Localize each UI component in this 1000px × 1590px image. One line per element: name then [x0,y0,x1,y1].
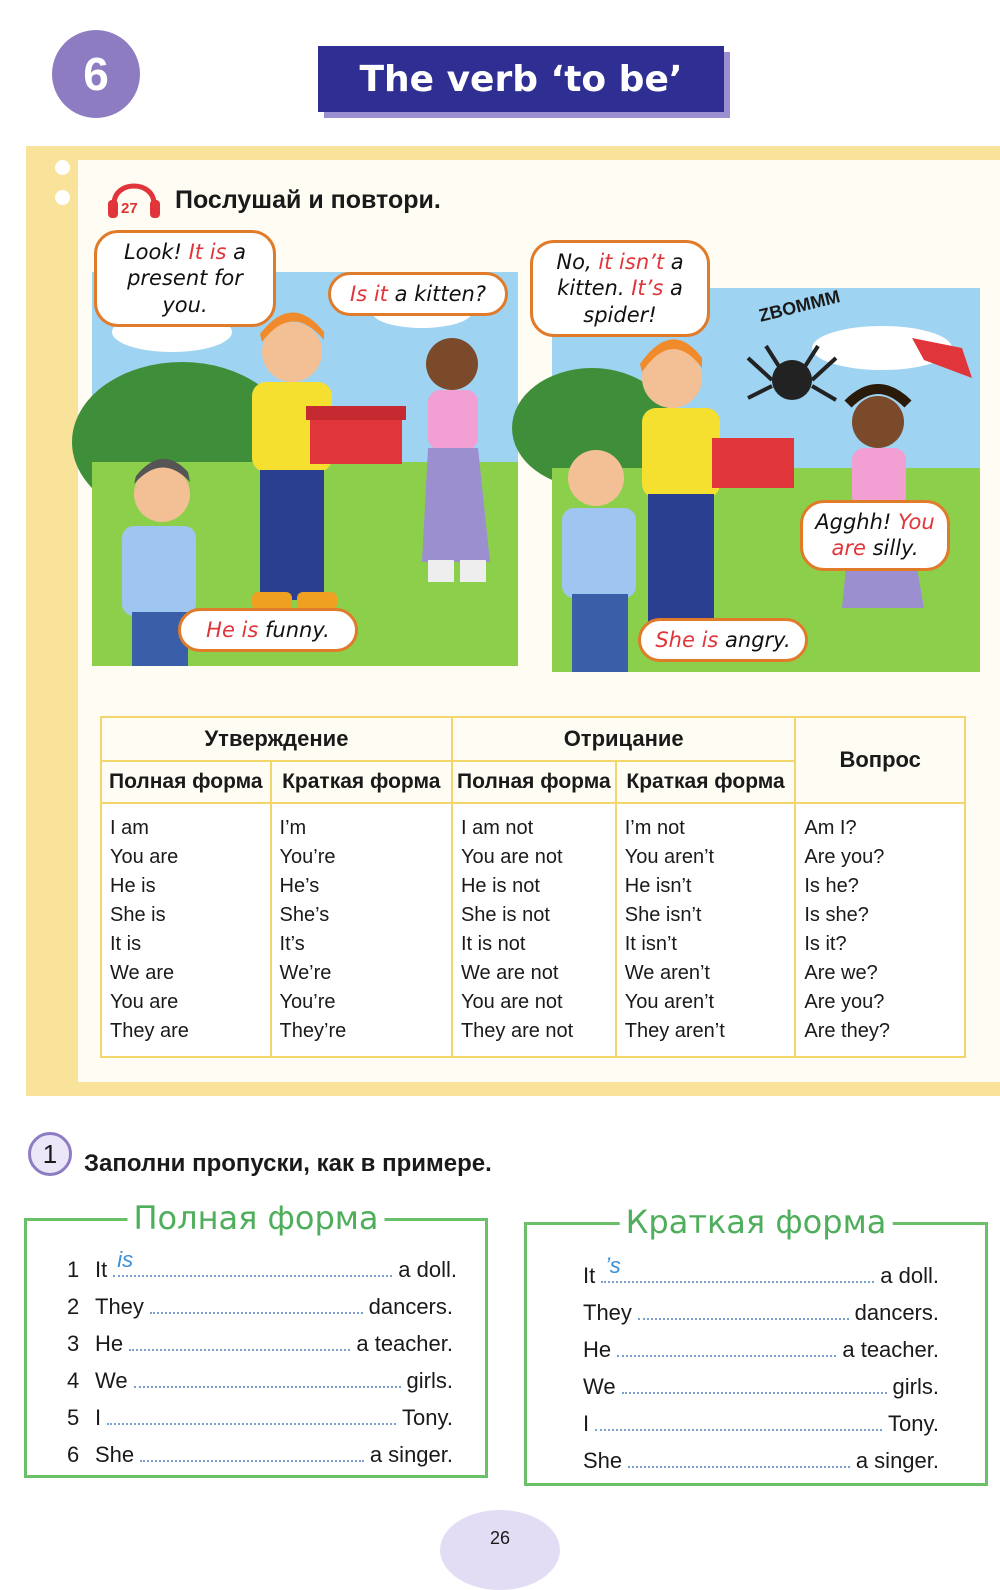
table-cell: We’re [279,962,332,984]
blank-input[interactable] [140,1444,364,1462]
table-cell: Are you? [804,991,885,1013]
exercise-number: 1 [42,1138,58,1169]
table-cell: He is [110,875,156,897]
table-cell: Am I? [804,817,857,839]
item-ending: dancers. [854,1300,939,1325]
subheader-aff-short: Краткая форма [271,761,452,803]
subheader-aff-full: Полная форма [101,761,271,803]
speech-bubble-silly: Agghh! You are silly. [800,500,950,571]
subheader-neg-full: Полная форма [452,761,616,803]
table-cell: You’re [279,846,336,868]
exercise-row [67,1247,457,1283]
item-ending: dancers. [368,1294,453,1319]
item-subject: We [95,1368,128,1393]
exercise-row [67,1331,453,1357]
listening-instruction: Послушай и повтори. [175,186,441,214]
blank-input[interactable] [617,1339,836,1357]
unit-number: 6 [83,48,109,100]
blank-input[interactable] [628,1450,850,1468]
exercise-instruction: Заполни пропуски, как в примере. [84,1150,492,1177]
example-answer: is [117,1247,134,1272]
speech-bubble-angry: She is angry. [638,618,808,662]
table-cell: Are they? [804,1020,890,1042]
table-cell: She isn’t [624,904,702,926]
table-cell: They aren’t [624,1020,725,1042]
table-cell: Are you? [804,846,885,868]
blank-input[interactable] [595,1413,882,1431]
page-title-bar [318,46,724,112]
table-cell: They are [110,1020,189,1042]
exercise-row [583,1448,939,1474]
exercise-row [67,1442,453,1468]
table-cell: Is she? [804,904,869,926]
binder-hole [55,160,70,175]
blank-input[interactable] [129,1333,350,1351]
item-subject: He [583,1337,612,1362]
item-ending: a teacher. [356,1331,453,1356]
item-subject: She [583,1448,623,1473]
binder-hole [55,190,70,205]
item-subject: They [95,1294,144,1319]
table-cell: Is he? [804,875,859,897]
table-cell: You aren’t [624,991,715,1013]
table-cell: You’re [279,991,336,1013]
column-neg-short [616,803,796,1057]
item-number: 6 [67,1442,80,1467]
item-number: 5 [67,1405,80,1430]
page-title: The verb ‘to be’ [359,58,683,100]
table-cell: She is not [460,904,550,926]
table-cell: I’m [279,817,307,839]
table-cell: You are not [460,846,563,868]
table-cell: They are not [460,1020,574,1042]
column-questions [795,803,965,1057]
item-number: 3 [67,1331,80,1356]
item-number: 4 [67,1368,80,1393]
item-subject: We [583,1374,616,1399]
table-cell: You are [110,991,179,1013]
item-number: 1 [67,1257,80,1282]
item-ending: Tony. [402,1405,453,1430]
item-subject: It [95,1257,108,1282]
subheader-neg-short: Краткая форма [616,761,796,803]
table-cell: It is not [460,933,526,955]
speech-bubble-spider: No, it isn’t a kitten. It’s a spider! [530,240,710,337]
table-cell: Are we? [804,962,878,984]
unit-number-badge [52,30,140,118]
blank-input[interactable] [601,1253,874,1283]
page-number-decoration [440,1510,560,1590]
column-aff-short [271,803,452,1057]
blank-input[interactable] [107,1407,396,1425]
exercise-row [583,1300,939,1326]
sound-effect-text: ZBOMMM [756,286,843,326]
exercise-row [67,1405,453,1431]
item-subject: It [583,1263,596,1288]
page-number: 26 [489,1528,511,1548]
blank-input[interactable] [113,1247,392,1277]
table-cell: You are not [460,991,563,1013]
table-cell: They’re [279,1020,347,1042]
table-cell: It’s [279,933,305,955]
table-cell: I am [110,817,149,839]
blank-input[interactable] [638,1302,849,1320]
item-ending: a doll. [880,1263,939,1288]
table-cell: We aren’t [624,962,710,984]
table-cell: We are [110,962,175,984]
table-cell: We are not [460,962,559,984]
blank-input[interactable] [622,1376,887,1394]
item-subject: I [95,1405,102,1430]
table-cell: Is it? [804,933,847,955]
short-form-title: Краткая форма [620,1203,893,1241]
item-subject: She [95,1442,135,1467]
example-answer: ’s [605,1253,621,1278]
short-form-box [524,1203,988,1486]
column-neg-full [452,803,616,1057]
column-aff-full [101,803,271,1057]
item-subject: I [583,1411,590,1436]
item-ending: girls. [892,1374,939,1399]
item-ending: a teacher. [842,1337,939,1362]
item-ending: a doll. [398,1257,457,1282]
table-cell: It isn’t [624,933,677,955]
exercise-row [583,1374,939,1400]
comic-illustration-right [552,288,980,672]
table-cell: I am not [460,817,534,839]
speech-bubble-kitten-question: Is it a kitten? [328,272,508,316]
exercise-row [583,1253,939,1289]
exercise-row [67,1294,453,1320]
full-form-box [24,1199,488,1478]
item-ending: a singer. [369,1442,453,1467]
item-ending: a singer. [855,1448,939,1473]
item-ending: Tony. [888,1411,939,1436]
comic-scene-left [92,240,518,666]
exercise-row [583,1337,939,1363]
blank-input[interactable] [150,1296,363,1314]
header-question: Вопрос [795,717,965,803]
table-cell: She’s [279,904,330,926]
speech-bubble-look: Look! It is a present for you. [94,230,276,327]
item-subject: They [583,1300,632,1325]
comic-scene-right [552,250,980,672]
table-cell: She is [110,904,166,926]
item-ending: girls. [406,1368,453,1393]
speech-bubble-funny: He is funny. [178,608,358,652]
table-cell: I’m not [624,817,685,839]
grammar-table [100,716,966,1058]
exercise-number-badge [28,1132,72,1176]
header-negative: Отрицание [452,717,795,761]
exercise-row [67,1368,453,1394]
table-cell: He isn’t [624,875,692,897]
header-affirmative: Утверждение [101,717,452,761]
item-subject: He [95,1331,124,1356]
audio-track-number: 27 [121,200,138,217]
table-cell: You are [110,846,179,868]
table-cell: It is [110,933,142,955]
exercise-row [583,1411,939,1437]
table-cell: You aren’t [624,846,715,868]
full-form-title: Полная форма [127,1199,384,1237]
item-number: 2 [67,1294,80,1319]
comic-illustration-left [92,272,518,666]
table-cell: He’s [279,875,320,897]
blank-input[interactable] [134,1370,401,1388]
table-cell: He is not [460,875,540,897]
